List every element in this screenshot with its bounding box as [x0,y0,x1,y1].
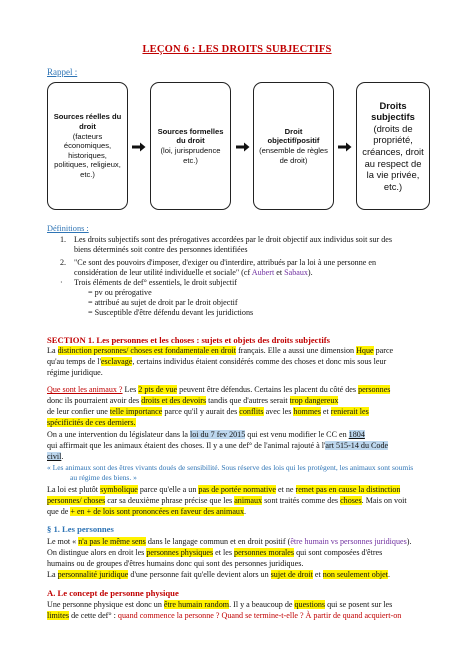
arrow-right-icon [236,142,250,152]
definition-2-line2: considération de leur utilité individuelle et sociale" (cf Aubert et Sabaux). [74,268,313,277]
elements-intro: Trois éléments de def° essentiels, le droit subjectif [74,278,237,287]
page-title: LEÇON 6 : LES DROITS SUBJECTIFS [142,44,332,55]
paragraph-line: civil. [47,452,64,461]
list-number: 2. [60,258,67,267]
quote-line: « Les animaux sont des êtres vivants doués de sensibilité. Sous réserve des lois qui les protègent, les animaux sont soumis [47,463,414,472]
box3-title: Droit objectif/positif [267,126,320,146]
subsection-a-heading: A. Le concept de personne physique [47,588,179,598]
paragraph-line: On distingue alors en droit les personnes physiques et les personnes morales qui sont composées d'êtres [47,548,383,557]
paragraph-line: donc ils pourraient avoir des droits et des devoirs tandis que d'autres serait trop dangereux [47,396,339,405]
paragraph-line: La personnalité juridique d'une personne fait qu'elle devient alors un sujet de droit et non seulement objet. [47,570,391,579]
paragraph-line: La distinction personnes/ choses est fondamentale en droit français. Elle a aussi une dimension Hque parce [47,346,394,355]
paragraph-line: limites de cette def° : quand commence la personne ? Quand se termine-t-elle ? À partir de quand acquiert-on [47,611,402,620]
box3-text: (ensemble de règles de droit) [259,146,328,165]
paragraph-line: humains ou de groupes d'êtres humains donc qui sont des personnes juridiques. [47,559,304,568]
box2-text: (loi, jurisprudence etc.) [160,146,221,165]
paragraph-line: régime juridique. [47,368,103,377]
diagram-box-sources-formelles [150,82,231,210]
diagram-box-droits-subjectifs [356,82,430,210]
paragraph-line: Que sont les animaux ? Les 2 pts de vue peuvent être défendus. Certains les placent du côté des personnes [47,385,391,394]
paragraph-line: Le mot « n'a pas le même sens dans le langage commun et en droit positif (être humain vs personnes juridiques). [47,537,412,546]
paragraph-line: qu'au temps de l'esclavage, certains individus étaient considérés comme des choses et donc mis sous leur [47,357,387,366]
arrow-right-icon [338,142,352,152]
paragraph-line: que de + en + de lois sont prononcées en faveur des animaux. [47,507,247,516]
diagram-box-droit-objectif [253,82,334,210]
paragraph-line: On a une intervention du législateur dans la loi du 7 fev 2015 qui est venu modifier le CC en 1804 [47,430,365,439]
quote-line: au régime des biens. » [70,473,137,482]
definition-1-line2: biens déterminés soit contre des personnes identifiées [74,245,248,254]
box4-text: (droits de propriété, créances, droit au respect de la vie privée, etc.) [362,122,424,192]
paragraph-line: qui affirmait que les animaux étaient des choses. Il y a une def° de l'animal rajouté à l'art 515-14 du Code [47,441,389,450]
box1-text: (facteurs économiques, historiques, politiques, religieux, etc.) [54,131,121,179]
definition-2-line1: "Ce sont des pouvoirs d'imposer, d'exiger ou d'interdire, attribués par la loi à une personne en [74,258,377,267]
bullet-icon: · [60,278,63,287]
paragraph-line: personnes/ choses car sa deuxième phrase précise que les animaux sont traités comme des choses. Mais on voit [47,496,407,505]
paragraph-line: spécificités de ces derniers. [47,418,136,427]
definition-1-line1: Les droits subjectifs sont des prérogatives accordées par le droit objectif aux individus soit sur des [74,235,393,244]
rappel-label: Rappel : [47,67,78,77]
element-1: = pv ou prérogative [88,288,152,297]
paragraph-line: La loi est plutôt symbolique parce qu'elle a un pas de portée normative et ne remet pas en cause la distinction [47,485,401,494]
paragraph-line: Une personne physique est donc un être humain random. Il y a beaucoup de questions qui se posent sur les [47,600,393,609]
element-3: = Susceptible d'être défendu devant les juridictions [88,308,254,317]
paragraph-1-heading: § 1. Les personnes [47,524,114,534]
box4-title: Droits subjectifs [371,99,415,123]
box1-title: Sources réelles du droit [53,112,122,132]
definitions-heading: Définitions : [47,224,89,233]
element-2: = attribué au sujet de droit par le droit objectif [88,298,238,307]
arrow-right-icon [132,142,146,152]
paragraph-line: de leur confier une telle importance parce qu'il y aurait des conflits avec les hommes et renierait les [47,407,369,416]
section-1-heading: SECTION 1. Les personnes et les choses : sujets et objets des droits subjectifs [47,335,330,345]
box2-title: Sources formelles du droit [157,126,224,146]
diagram-box-sources-reelles [47,82,128,210]
list-number: 1. [60,235,67,244]
